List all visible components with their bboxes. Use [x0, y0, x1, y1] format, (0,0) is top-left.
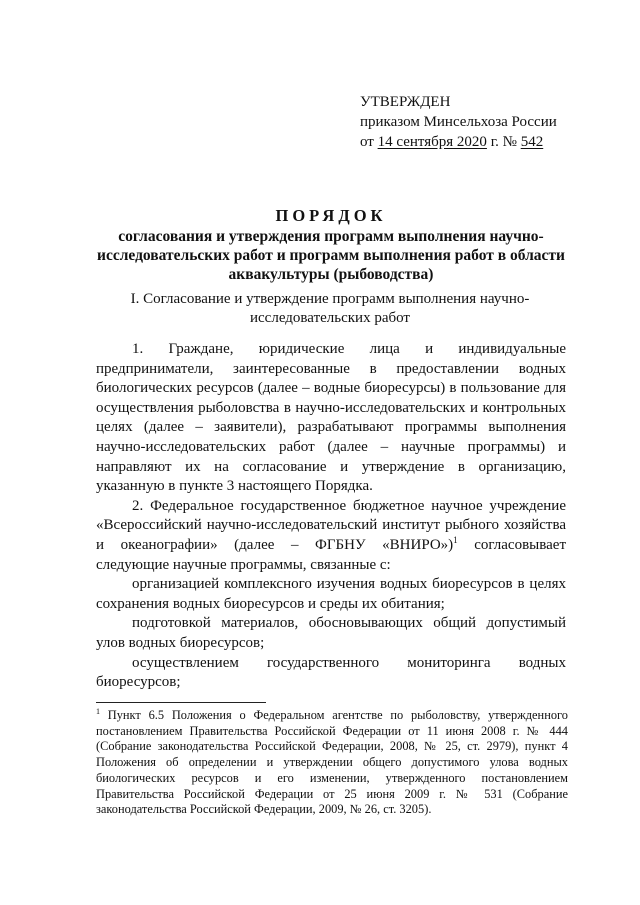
paragraph-5: осуществлением государственного мониторинга водных биоресурсов; — [96, 654, 566, 691]
paragraph-1: 1. Граждане, юридические лица и индивидуальные предприниматели, заинтересованные в предоставлении водных биологических ресурсов (далее – водные биоресурсы) в пользование для осуществления рыболовства в научно-исследовательских и контрольных целях (далее – заявители), разрабатывают программы выполнения научно-исследовательских работ (далее – научные программы) и направляют их на согласование и утверждение в организацию, указанную в пункте 3 настоящего Порядка. — [96, 341, 566, 495]
approval-year-suffix: г. № — [486, 134, 521, 150]
footnote-paragraph — [96, 708, 568, 818]
approval-from: от — [360, 134, 378, 150]
approval-date-line — [360, 132, 557, 152]
paragraph-2 — [96, 497, 566, 575]
footnote — [96, 708, 568, 818]
approval-number: 542 — [520, 134, 544, 150]
paragraph-2-tail: согласовывает следующие научные программы, связанные с: — [96, 536, 566, 573]
document-body — [96, 340, 566, 693]
paragraph-2-text: 2. Федеральное государственное бюджетное научное учреждение «Всероссийский научно-исследовательский институт рыбного хозяйства и океанографии» (далее – ФГБНУ «ВНИРО») — [96, 497, 566, 553]
footnote-text: Пункт 6.5 Положения о Федеральном агентстве по рыболовству, утвержденного постановлением Правительства Российской Федерации от 11 июня 2008 г. № 444 (Собрание законодательства Российской Федерации, 2008, № 25, ст. 2979), пункт 4 Положения об определении и утверждении общего допустимого улова водных биологических ресурсов и его изменении, утвержденного постановлением Правительства Российской Федерации от 25 июня 2009 г. № 531 (Собрание законодательства Российской Федерации, 2009, № 26, ст. 3205). — [96, 708, 568, 817]
section-heading: I. Согласование и утверждение программ выполнения научно-исследовательских работ — [130, 291, 530, 326]
approval-word: УТВЕРЖДЕН — [360, 94, 451, 110]
footnote-divider — [96, 702, 266, 703]
paragraph-3: организацией комплексного изучения водных биоресурсов в целях сохранения водных биоресурсов и среды их обитания; — [96, 576, 566, 612]
approval-stamp — [360, 92, 557, 152]
approval-order: приказом Минсельхоза России — [360, 114, 557, 130]
footnote-ref: 1 — [453, 534, 458, 545]
document-title — [96, 206, 566, 284]
paragraph-4: подготовкой материалов, обосновывающих общий допустимый улов водных биоресурсов; — [96, 615, 566, 651]
title-heading: ПОРЯДОК — [275, 206, 387, 225]
title-subtitle: согласования и утверждения программ выполнения научно-исследовательских работ и программ выполнения работ в области аквакультуры (рыбоводства) — [97, 228, 565, 283]
footnote-marker: 1 — [96, 706, 100, 716]
approval-date: 14 сентября 2020 — [377, 134, 487, 150]
